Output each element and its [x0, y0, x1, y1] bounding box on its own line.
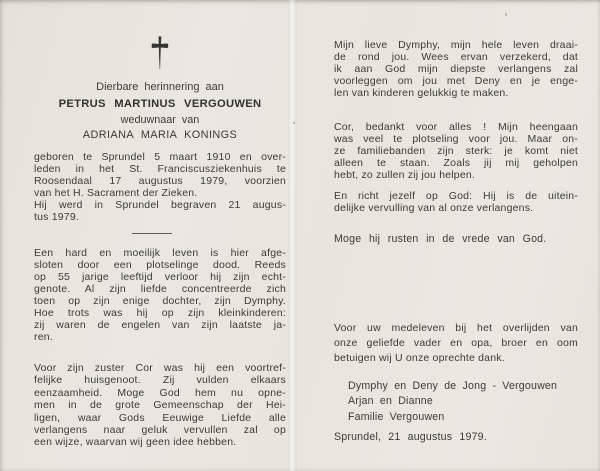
relation-line: weduwnaar van: [120, 114, 200, 126]
intro-line: Dierbare herinnering aan: [96, 81, 224, 93]
farewell-cor-paragraph: Cor, bedankt voor alles ! Mijn heengaan was veel te plotseling voor jou. Maar on- ze familiebanden zijn sterk: je komt niet alleen te staan. Zoals jij mij geholpen hebt, zo zullen zij jou helpen.: [334, 121, 578, 181]
farewell-dymphy-paragraph: Mijn lieve Dymphy, mijn hele leven draai- de rond jou. Wees ervan verzekerd, dat ik aan God mijn diepste verlangens zal voorleggen om jou met Deny en je enge- len van kinderen gelukkig te maken.: [334, 39, 578, 99]
paper-speck: [293, 122, 295, 124]
spouse-name: ADRIANA MARIA KONINGS: [82, 129, 238, 141]
thanks-paragraph: Voor uw medeleven bij het overlijden van onze geliefde vader en opa, broer en oom betuigen wij U onze oprechte dank.: [334, 322, 578, 364]
place-and-date-line: Sprundel, 21 augustus 1979.: [334, 431, 487, 443]
rest-in-peace-line: Moge hij rusten in de vrede van God.: [334, 233, 547, 245]
deceased-name: PETRUS MARTINUS VERGOUWEN: [58, 98, 262, 110]
cross-icon: [34, 36, 286, 75]
signatures: Dymphy en Deny de Jong - Vergouwen Arjan en Dianne Familie Vergouwen: [348, 380, 558, 423]
memorial-paragraph-2: Voor zijn zuster Cor was hij een voortref- felijke huisgenoot. Zij vulden elkaars eenzaamheid. Moge God hem nu opne- men in de grote Gemeenschap der Hei- ligen, waar Gods Eeuwige Liefde alle verlangens naar geluk vervullen zal op een wijze, waarvan wij geen idee hebben.: [34, 362, 286, 449]
memorial-paragraph-1: Een hard en moeilijk leven is hier afge- sloten door een plotselinge dood. Reeds op 55 jarige leeftijd verloor hij zijn echt- genote. Al zijn liefde concentreerde zich toen op zijn enige dochter, zijn Dymphy. Hoe trots was hij op zijn kleinkinderen: zij waren de engelen van zijn laatste ja- ren.: [34, 247, 286, 343]
section-divider: [132, 233, 172, 234]
paper-speck: [505, 13, 507, 16]
god-paragraph: En richt jezelf op God: Hij is de uitein- delijke vervulling van al onze verlangens.: [334, 190, 578, 214]
page-fold-crease: [288, 0, 297, 471]
life-dates-paragraph: geboren te Sprundel 5 maart 1910 en over- leden in het St. Franciscusziekenhuis te Roosendaal 17 augustus 1979, voorzien van het H. Sacrament der Zieken. Hij werd in Sprundel begraven 21 augus- tus 1979.: [34, 151, 286, 223]
